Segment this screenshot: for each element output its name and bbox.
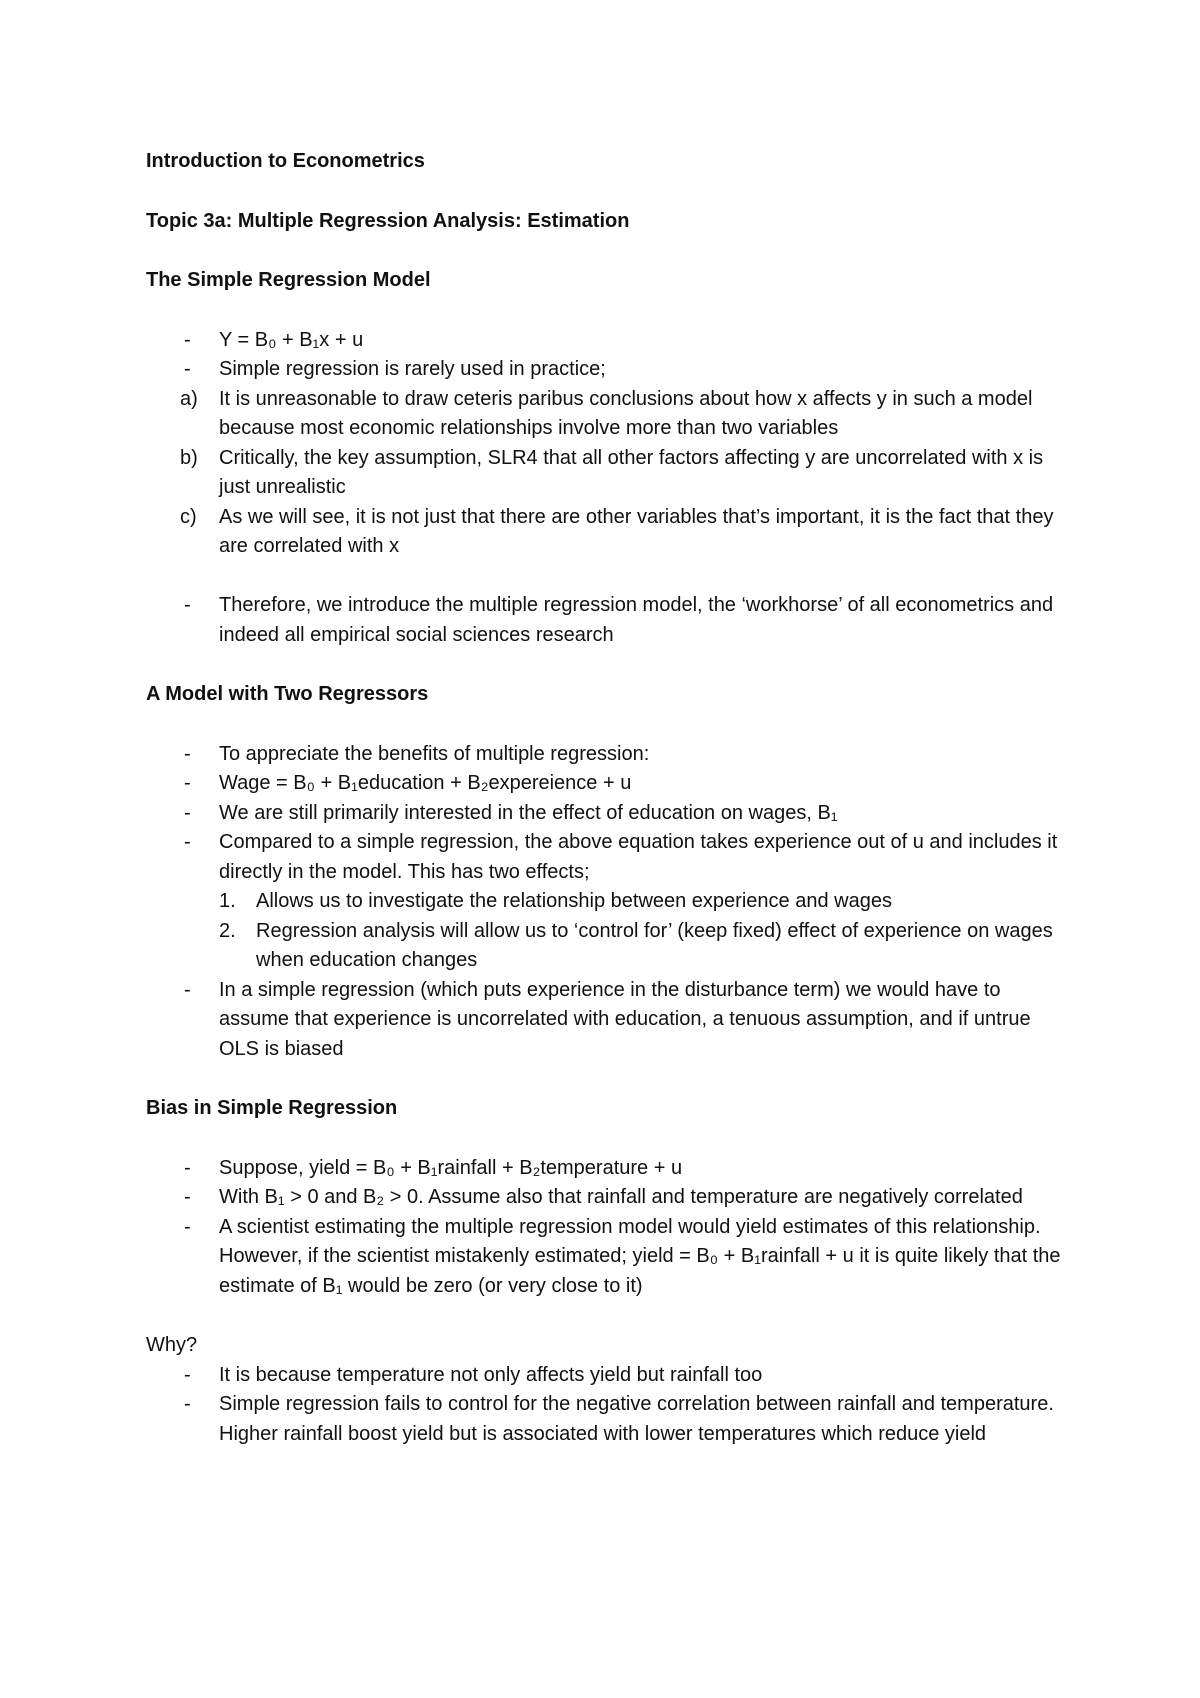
- document-title: Introduction to Econometrics: [146, 150, 425, 172]
- list-item: 1. Allows us to investigate the relationship between experience and wages: [219, 890, 892, 912]
- list-item: - To appreciate the benefits of multiple regression:: [184, 742, 650, 765]
- two-regressors-list: [146, 740, 1076, 1065]
- list-item: - Wage = B₀ + B₁education + B₂expereience + u: [184, 772, 632, 794]
- list-item: - Compared to a simple regression, the above equation takes experience out of u and includes it directly in the model. This has two effects;: [184, 831, 1058, 883]
- list-item: - Therefore, we introduce the multiple regression model, the ‘workhorse’ of all econometrics and indeed all empirical social sciences research: [184, 594, 1054, 646]
- list-item: - In a simple regression (which puts experience in the disturbance term) we would have to assume that experience is uncorrelated with education, a tenuous assumption, and if untrue OLS is biased: [184, 978, 1031, 1060]
- document-body: [146, 147, 1076, 1449]
- list-item: b) Critically, the key assumption, SLR4 that all other factors affecting y are uncorrelated with x is just unrealistic: [180, 446, 1044, 498]
- list-item: - With B₁ > 0 and B₂ > 0. Assume also that rainfall and temperature are negatively correlated: [184, 1186, 1023, 1208]
- list-item: - Y = B₀ + B₁x + u: [184, 328, 364, 351]
- list-item: - A scientist estimating the multiple regression model would yield estimates of this relationship. However, if the scientist mistakenly estimated; yield = B₀ + B₁rainfall + u it is quite likely that the estimate of B₁ would be zero (or very close to it): [184, 1215, 1061, 1297]
- list-item: - It is because temperature not only affects yield but rainfall too: [184, 1363, 763, 1386]
- list-spacer: [146, 562, 1076, 592]
- list-item: a) It is unreasonable to draw ceteris paribus conclusions about how x affects y in such a model because most economic relationships involve more than two variables: [180, 387, 1033, 439]
- bias-list: [146, 1154, 1076, 1302]
- list-item: 2. Regression analysis will allow us to ‘control for’ (keep fixed) effect of experience on wages when education changes: [219, 919, 1053, 971]
- list-item: - Suppose, yield = B₀ + B₁rainfall + B₂temperature + u: [184, 1156, 683, 1179]
- list-item: - Simple regression fails to control for the negative correlation between rainfall and temperature. Higher rainfall boost yield but is associated with lower temperatures which reduce yield: [184, 1393, 1054, 1445]
- section-heading-simple-regression: The Simple Regression Model: [146, 269, 431, 291]
- why-list: [146, 1361, 1076, 1450]
- list-item: - Simple regression is rarely used in practice;: [184, 358, 606, 380]
- why-label: Why?: [146, 1334, 198, 1356]
- list-item: - We are still primarily interested in the effect of education on wages, B₁: [184, 801, 838, 824]
- list-item: c) As we will see, it is not just that there are other variables that’s important, it is the fact that they are correlated with x: [180, 505, 1054, 557]
- section-heading-two-regressors: A Model with Two Regressors: [146, 683, 429, 705]
- topic-title: Topic 3a: Multiple Regression Analysis: Estimation: [146, 209, 630, 232]
- simple-regression-list: [146, 326, 1076, 651]
- section-heading-bias: Bias in Simple Regression: [146, 1097, 398, 1119]
